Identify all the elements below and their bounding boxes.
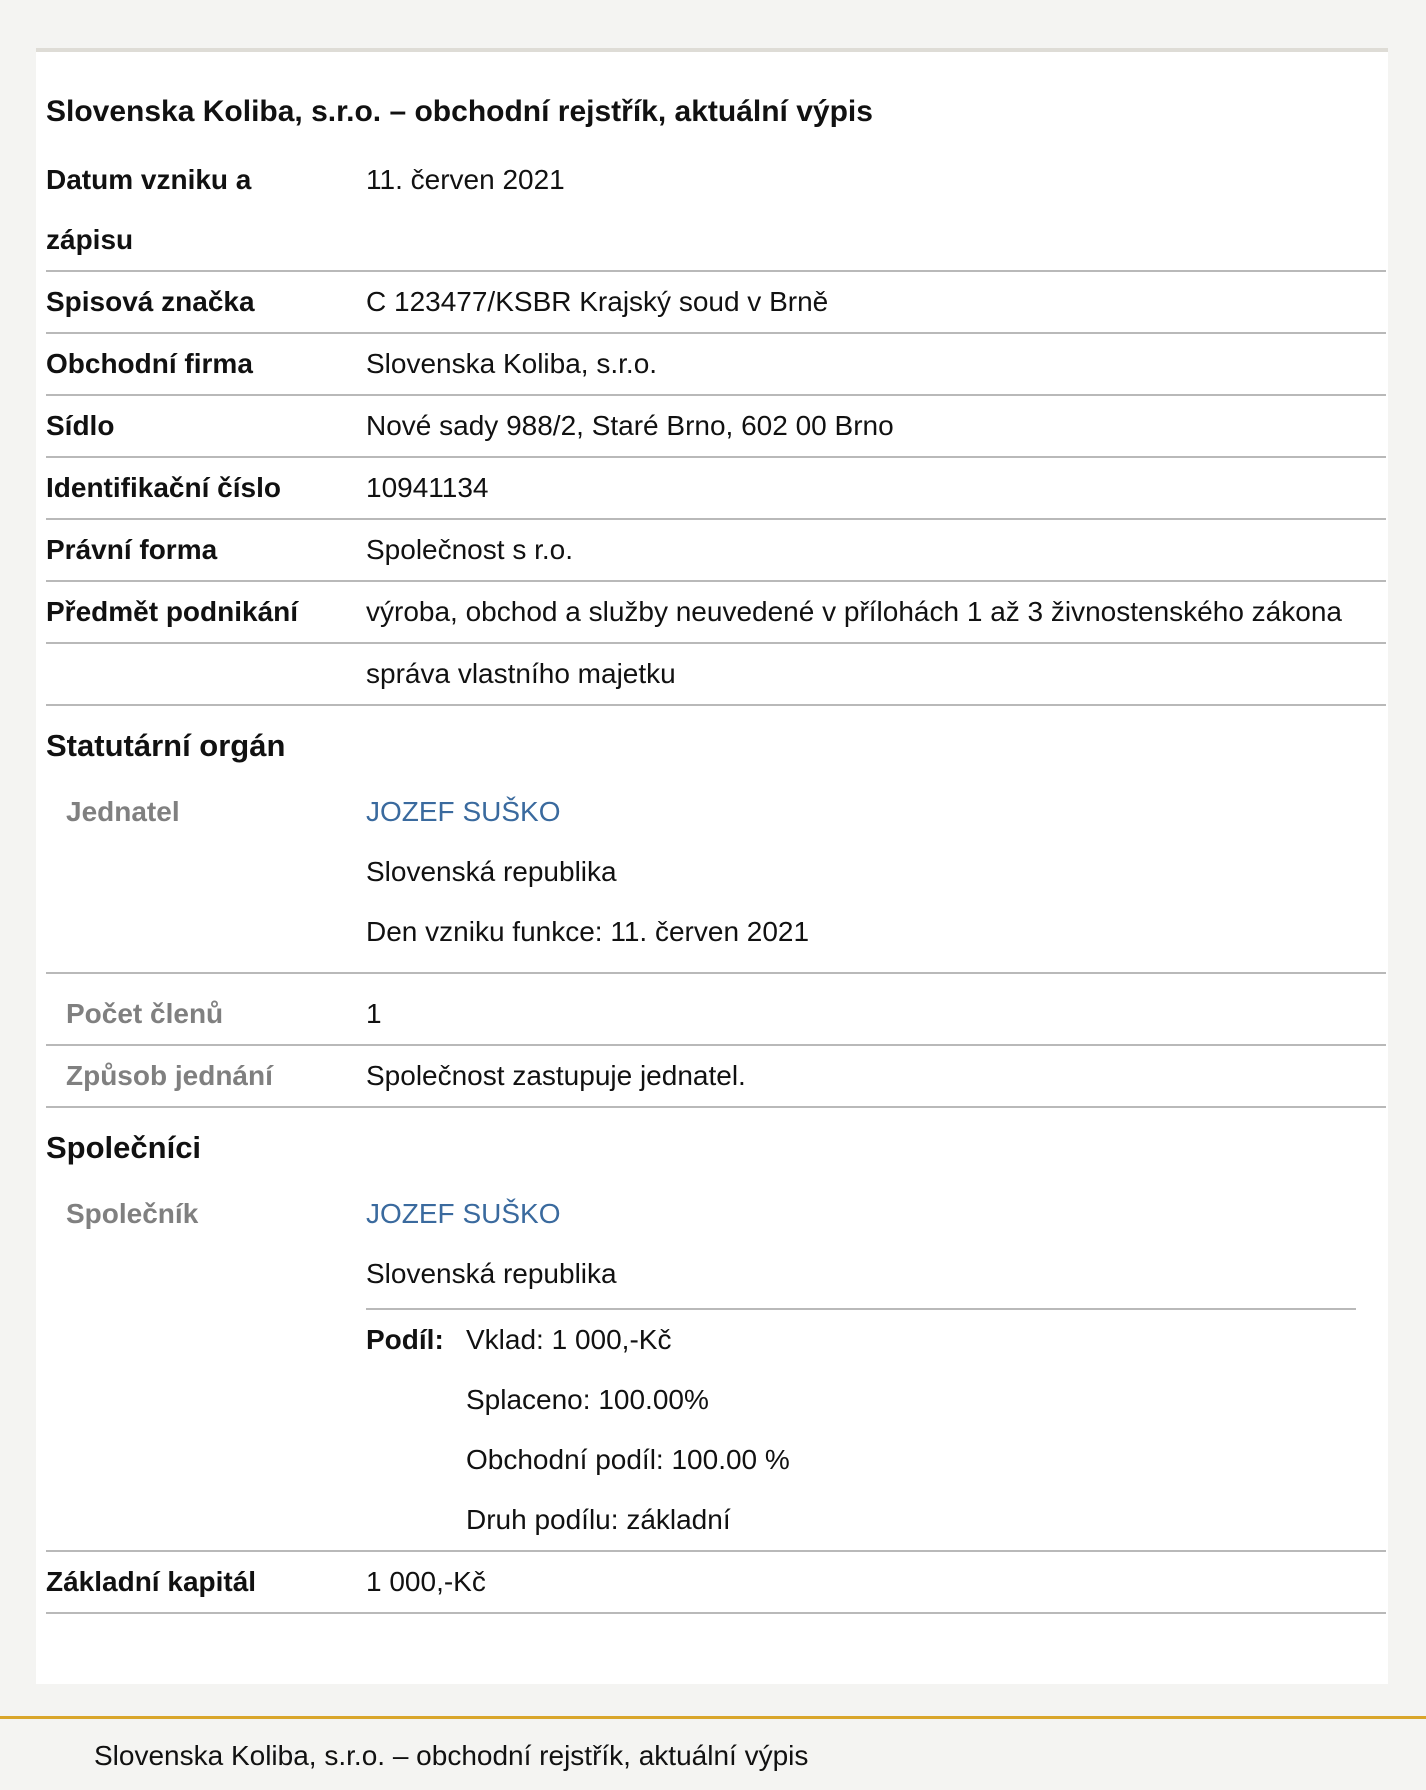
row-label: Spisová značka bbox=[46, 286, 255, 317]
row-zakladni-kapital bbox=[46, 1552, 1386, 1614]
row-value: 1 000,-Kč bbox=[366, 1566, 486, 1597]
podil-druh: Druh podílu: základní bbox=[466, 1504, 731, 1535]
row-value: správa vlastního majetku bbox=[366, 658, 676, 689]
row-value: výroba, obchod a služby neuvedené v přílohách 1 až 3 živnostenského zákona bbox=[366, 596, 1342, 627]
page-title: Slovenska Koliba, s.r.o. – obchodní rejstřík, aktuální výpis bbox=[46, 95, 873, 128]
row-label: Identifikační číslo bbox=[46, 472, 281, 503]
row-value: Společnost s r.o. bbox=[366, 534, 574, 565]
row-ico bbox=[46, 458, 1386, 520]
row-label: Počet členů bbox=[66, 998, 224, 1029]
jednatel-since: Den vzniku funkce: 11. červen 2021 bbox=[366, 916, 810, 947]
row-value: Nové sady 988/2, Staré Brno, 602 00 Brno bbox=[366, 410, 894, 441]
spolecnik-details bbox=[366, 1184, 1386, 1550]
row-value: 1 bbox=[366, 998, 382, 1029]
spolecnik-name-link[interactable]: JOZEF SUŠKO bbox=[366, 1198, 561, 1229]
row-label: Sídlo bbox=[46, 410, 115, 441]
jednatel-country: Slovenská republika bbox=[366, 856, 617, 887]
row-datum-vzniku bbox=[46, 150, 1386, 272]
row-pocet-clenu bbox=[46, 974, 1386, 1046]
row-pravni-forma bbox=[46, 520, 1386, 582]
section-statutarni-organ: Statutární orgán bbox=[46, 728, 286, 763]
jednatel-name-link[interactable]: JOZEF SUŠKO bbox=[366, 796, 561, 827]
podil-vklad: Vklad: 1 000,-Kč bbox=[466, 1324, 672, 1355]
row-value: Slovenska Koliba, s.r.o. bbox=[366, 348, 658, 379]
jednatel-details bbox=[366, 782, 1386, 962]
row-jednatel bbox=[46, 782, 1386, 974]
row-value: 11. červen 2021 bbox=[366, 164, 565, 195]
row-value: C 123477/KSBR Krajský soud v Brně bbox=[366, 286, 829, 317]
row-value: Společnost zastupuje jednatel. bbox=[366, 1060, 746, 1091]
podil-block bbox=[366, 1310, 1386, 1550]
section-spolecnici: Společníci bbox=[46, 1130, 202, 1165]
row-label: Datum vzniku a zápisu bbox=[46, 164, 252, 255]
row-label: Jednatel bbox=[66, 796, 180, 827]
row-spisova-znacka bbox=[46, 272, 1386, 334]
footer-divider bbox=[0, 1716, 1426, 1719]
footer-title: Slovenska Koliba, s.r.o. – obchodní rejstřík, aktuální výpis bbox=[94, 1740, 809, 1771]
registry-content bbox=[46, 92, 1386, 1614]
row-label: Základní kapitál bbox=[46, 1566, 257, 1597]
row-sidlo bbox=[46, 396, 1386, 458]
row-label bbox=[46, 644, 366, 704]
row-label: Předmět podnikání bbox=[46, 596, 299, 627]
spolecnik-country: Slovenská republika bbox=[366, 1258, 617, 1289]
podil-label: Podíl: bbox=[366, 1324, 444, 1355]
podil-values bbox=[466, 1310, 790, 1550]
podil-obchodni: Obchodní podíl: 100.00 % bbox=[466, 1444, 790, 1475]
row-value: 10941134 bbox=[366, 472, 489, 503]
podil-splaceno: Splaceno: 100.00% bbox=[466, 1384, 709, 1415]
row-zpusob-jednani bbox=[46, 1046, 1386, 1108]
row-obchodni-firma bbox=[46, 334, 1386, 396]
row-label: Způsob jednání bbox=[66, 1060, 273, 1091]
row-label: Obchodní firma bbox=[46, 348, 253, 379]
row-predmet-podnikani bbox=[46, 582, 1386, 644]
row-label: Společník bbox=[66, 1198, 199, 1229]
row-spolecnik bbox=[46, 1184, 1386, 1552]
registry-card bbox=[36, 52, 1388, 1684]
row-predmet-podnikani-2 bbox=[46, 644, 1386, 706]
row-label: Právní forma bbox=[46, 534, 218, 565]
